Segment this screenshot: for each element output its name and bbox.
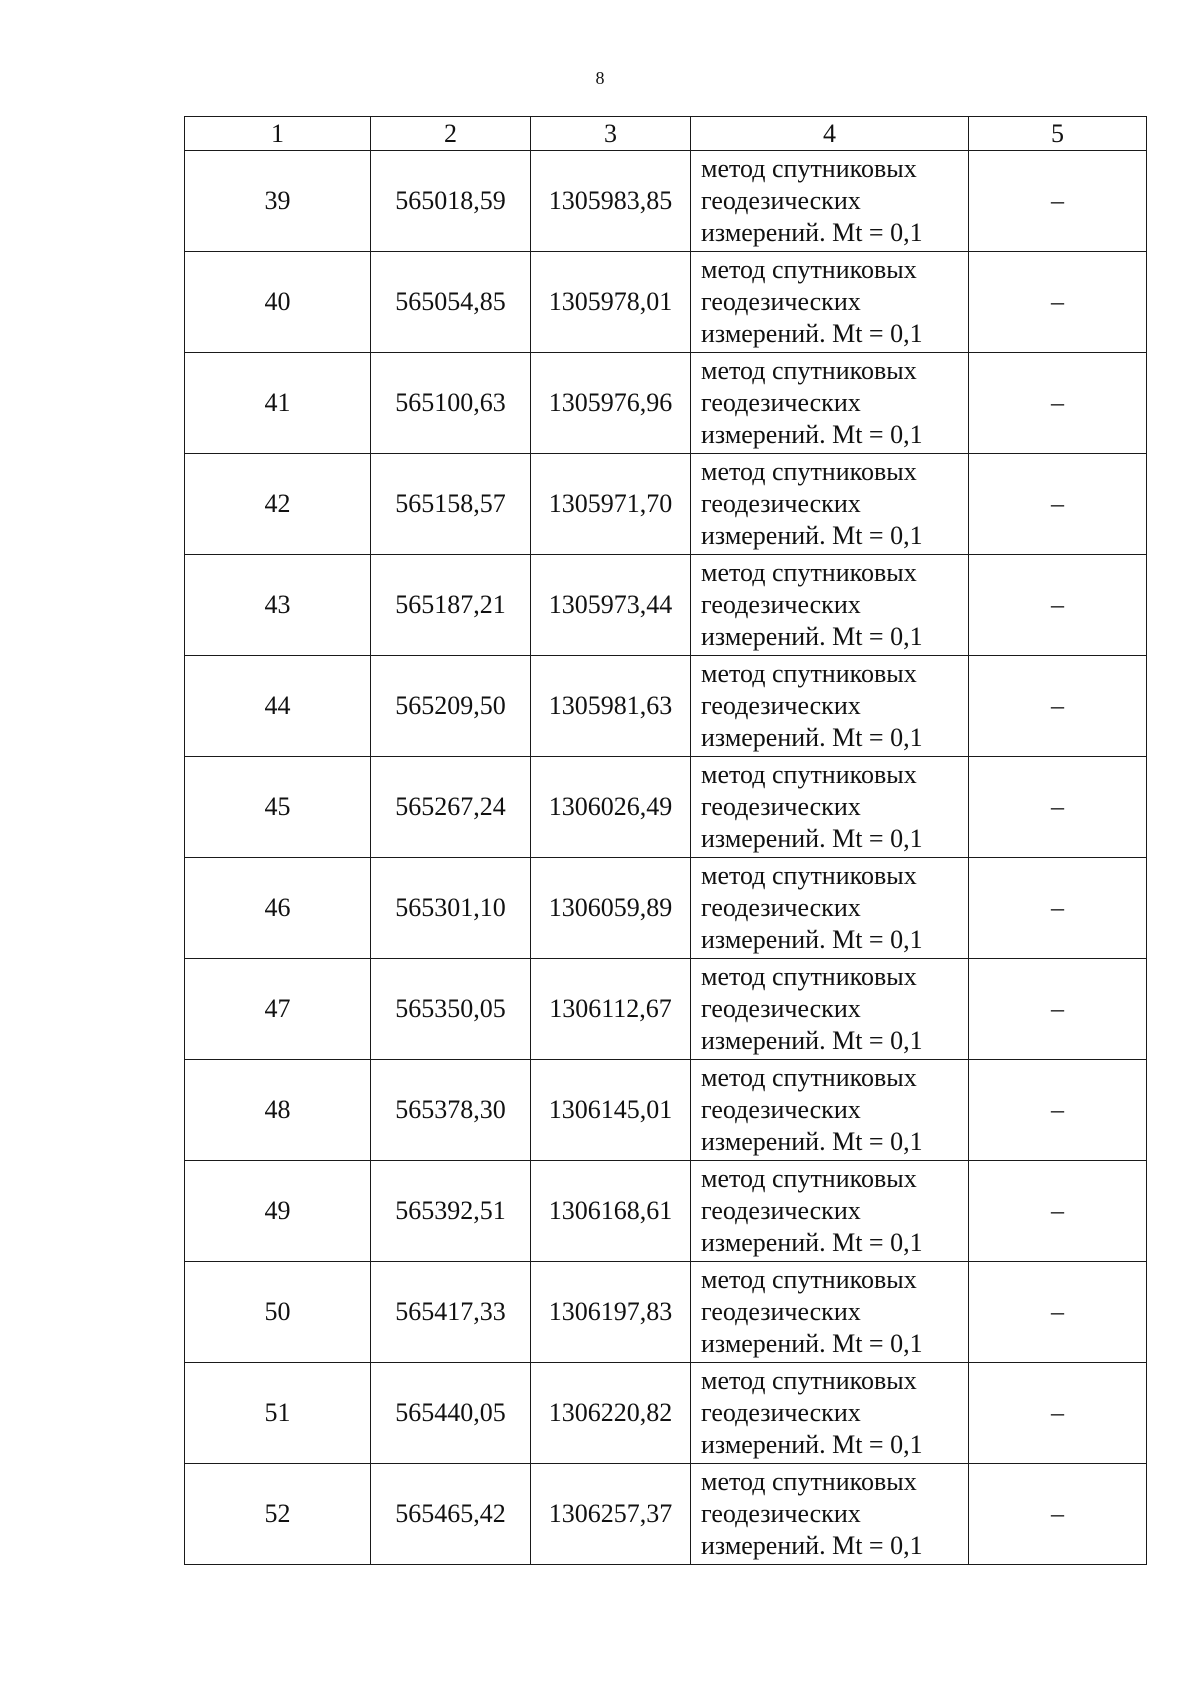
x-coordinate-cell: 565158,57 bbox=[371, 454, 531, 555]
method-text-line: геодезических bbox=[701, 1499, 861, 1528]
note-cell: – bbox=[969, 353, 1147, 454]
point-number-cell: 48 bbox=[185, 1060, 371, 1161]
method-text-line: метод спутниковых bbox=[701, 1467, 917, 1496]
point-number-cell: 46 bbox=[185, 858, 371, 959]
y-coordinate-cell: 1306197,83 bbox=[531, 1262, 691, 1363]
method-cell bbox=[691, 1060, 969, 1161]
method-text-line: измерений. Mt = 0,1 bbox=[701, 420, 923, 449]
method-text-line: метод спутниковых bbox=[701, 1366, 917, 1395]
method-text-line: измерений. Mt = 0,1 bbox=[701, 218, 923, 247]
note-cell: – bbox=[969, 1161, 1147, 1262]
method-cell bbox=[691, 555, 969, 656]
method-text-line: метод спутниковых bbox=[701, 154, 917, 183]
method-text-line: измерений. Mt = 0,1 bbox=[701, 824, 923, 853]
method-text-line: измерений. Mt = 0,1 bbox=[701, 723, 923, 752]
table-row bbox=[185, 1464, 1147, 1565]
method-cell bbox=[691, 353, 969, 454]
note-cell: – bbox=[969, 151, 1147, 252]
x-coordinate-cell: 565018,59 bbox=[371, 151, 531, 252]
note-cell: – bbox=[969, 252, 1147, 353]
x-coordinate-cell: 565350,05 bbox=[371, 959, 531, 1060]
table-row bbox=[185, 858, 1147, 959]
point-number-cell: 41 bbox=[185, 353, 371, 454]
method-cell bbox=[691, 858, 969, 959]
x-coordinate-cell: 565301,10 bbox=[371, 858, 531, 959]
method-cell bbox=[691, 959, 969, 1060]
method-text-line: измерений. Mt = 0,1 bbox=[701, 1329, 923, 1358]
note-cell: – bbox=[969, 454, 1147, 555]
y-coordinate-cell: 1305978,01 bbox=[531, 252, 691, 353]
x-coordinate-cell: 565100,63 bbox=[371, 353, 531, 454]
method-text-line: метод спутниковых bbox=[701, 558, 917, 587]
x-coordinate-cell: 565440,05 bbox=[371, 1363, 531, 1464]
method-text-line: измерений. Mt = 0,1 bbox=[701, 1430, 923, 1459]
y-coordinate-cell: 1306059,89 bbox=[531, 858, 691, 959]
note-cell: – bbox=[969, 858, 1147, 959]
method-text-line: измерений. Mt = 0,1 bbox=[701, 622, 923, 651]
method-cell bbox=[691, 1363, 969, 1464]
method-text-line: метод спутниковых bbox=[701, 1164, 917, 1193]
method-text-line: геодезических bbox=[701, 186, 861, 215]
x-coordinate-cell: 565209,50 bbox=[371, 656, 531, 757]
y-coordinate-cell: 1305983,85 bbox=[531, 151, 691, 252]
table-row bbox=[185, 1262, 1147, 1363]
note-cell: – bbox=[969, 1060, 1147, 1161]
y-coordinate-cell: 1305971,70 bbox=[531, 454, 691, 555]
method-text-line: геодезических bbox=[701, 287, 861, 316]
method-text-line: метод спутниковых bbox=[701, 659, 917, 688]
note-cell: – bbox=[969, 656, 1147, 757]
y-coordinate-cell: 1306026,49 bbox=[531, 757, 691, 858]
table-row bbox=[185, 1363, 1147, 1464]
method-cell bbox=[691, 454, 969, 555]
method-text-line: метод спутниковых bbox=[701, 861, 917, 890]
point-number-cell: 39 bbox=[185, 151, 371, 252]
note-cell: – bbox=[969, 555, 1147, 656]
column-header: 5 bbox=[969, 117, 1147, 151]
method-text-line: геодезических bbox=[701, 893, 861, 922]
method-text-line: метод спутниковых bbox=[701, 356, 917, 385]
x-coordinate-cell: 565054,85 bbox=[371, 252, 531, 353]
method-text-line: геодезических bbox=[701, 1095, 861, 1124]
table-row bbox=[185, 252, 1147, 353]
point-number-cell: 40 bbox=[185, 252, 371, 353]
table-row bbox=[185, 757, 1147, 858]
method-text-line: геодезических bbox=[701, 489, 861, 518]
column-header: 1 bbox=[185, 117, 371, 151]
x-coordinate-cell: 565417,33 bbox=[371, 1262, 531, 1363]
method-cell bbox=[691, 757, 969, 858]
note-cell: – bbox=[969, 1464, 1147, 1565]
method-cell bbox=[691, 252, 969, 353]
x-coordinate-cell: 565392,51 bbox=[371, 1161, 531, 1262]
y-coordinate-cell: 1306220,82 bbox=[531, 1363, 691, 1464]
y-coordinate-cell: 1306168,61 bbox=[531, 1161, 691, 1262]
method-text-line: измерений. Mt = 0,1 bbox=[701, 1026, 923, 1055]
point-number-cell: 45 bbox=[185, 757, 371, 858]
table-row bbox=[185, 353, 1147, 454]
note-cell: – bbox=[969, 1262, 1147, 1363]
method-cell bbox=[691, 151, 969, 252]
point-number-cell: 47 bbox=[185, 959, 371, 1060]
method-text-line: измерений. Mt = 0,1 bbox=[701, 1228, 923, 1257]
method-text-line: геодезических bbox=[701, 691, 861, 720]
method-text-line: метод спутниковых bbox=[701, 760, 917, 789]
method-text-line: метод спутниковых bbox=[701, 1063, 917, 1092]
point-number-cell: 49 bbox=[185, 1161, 371, 1262]
point-number-cell: 43 bbox=[185, 555, 371, 656]
table-header-row bbox=[185, 117, 1147, 151]
method-text-line: метод спутниковых bbox=[701, 962, 917, 991]
x-coordinate-cell: 565378,30 bbox=[371, 1060, 531, 1161]
point-number-cell: 50 bbox=[185, 1262, 371, 1363]
note-cell: – bbox=[969, 757, 1147, 858]
page-number: 8 bbox=[595, 68, 605, 88]
note-cell: – bbox=[969, 1363, 1147, 1464]
method-cell bbox=[691, 1161, 969, 1262]
method-cell bbox=[691, 1262, 969, 1363]
y-coordinate-cell: 1306112,67 bbox=[531, 959, 691, 1060]
method-text-line: геодезических bbox=[701, 792, 861, 821]
method-text-line: метод спутниковых bbox=[701, 1265, 917, 1294]
point-number-cell: 52 bbox=[185, 1464, 371, 1565]
method-text-line: измерений. Mt = 0,1 bbox=[701, 1531, 923, 1560]
table-body bbox=[185, 151, 1147, 1565]
y-coordinate-cell: 1306257,37 bbox=[531, 1464, 691, 1565]
point-number-cell: 51 bbox=[185, 1363, 371, 1464]
method-cell bbox=[691, 656, 969, 757]
table-row bbox=[185, 959, 1147, 1060]
y-coordinate-cell: 1306145,01 bbox=[531, 1060, 691, 1161]
y-coordinate-cell: 1305981,63 bbox=[531, 656, 691, 757]
column-header: 4 bbox=[691, 117, 969, 151]
y-coordinate-cell: 1305973,44 bbox=[531, 555, 691, 656]
method-text-line: измерений. Mt = 0,1 bbox=[701, 319, 923, 348]
method-text-line: геодезических bbox=[701, 388, 861, 417]
table-row bbox=[185, 454, 1147, 555]
column-header: 3 bbox=[531, 117, 691, 151]
x-coordinate-cell: 565267,24 bbox=[371, 757, 531, 858]
x-coordinate-cell: 565187,21 bbox=[371, 555, 531, 656]
table-row bbox=[185, 656, 1147, 757]
table-row bbox=[185, 555, 1147, 656]
table-row bbox=[185, 1060, 1147, 1161]
method-text-line: метод спутниковых bbox=[701, 255, 917, 284]
column-header: 2 bbox=[371, 117, 531, 151]
method-text-line: измерений. Mt = 0,1 bbox=[701, 1127, 923, 1156]
method-text-line: метод спутниковых bbox=[701, 457, 917, 486]
method-cell bbox=[691, 1464, 969, 1565]
method-text-line: измерений. Mt = 0,1 bbox=[701, 925, 923, 954]
method-text-line: геодезических bbox=[701, 590, 861, 619]
table-row bbox=[185, 1161, 1147, 1262]
method-text-line: геодезических bbox=[701, 1196, 861, 1225]
note-cell: – bbox=[969, 959, 1147, 1060]
y-coordinate-cell: 1305976,96 bbox=[531, 353, 691, 454]
method-text-line: измерений. Mt = 0,1 bbox=[701, 521, 923, 550]
table-row bbox=[185, 151, 1147, 252]
method-text-line: геодезических bbox=[701, 1398, 861, 1427]
method-text-line: геодезических bbox=[701, 994, 861, 1023]
point-number-cell: 44 bbox=[185, 656, 371, 757]
coordinates-table bbox=[184, 116, 1147, 1565]
x-coordinate-cell: 565465,42 bbox=[371, 1464, 531, 1565]
method-text-line: геодезических bbox=[701, 1297, 861, 1326]
point-number-cell: 42 bbox=[185, 454, 371, 555]
